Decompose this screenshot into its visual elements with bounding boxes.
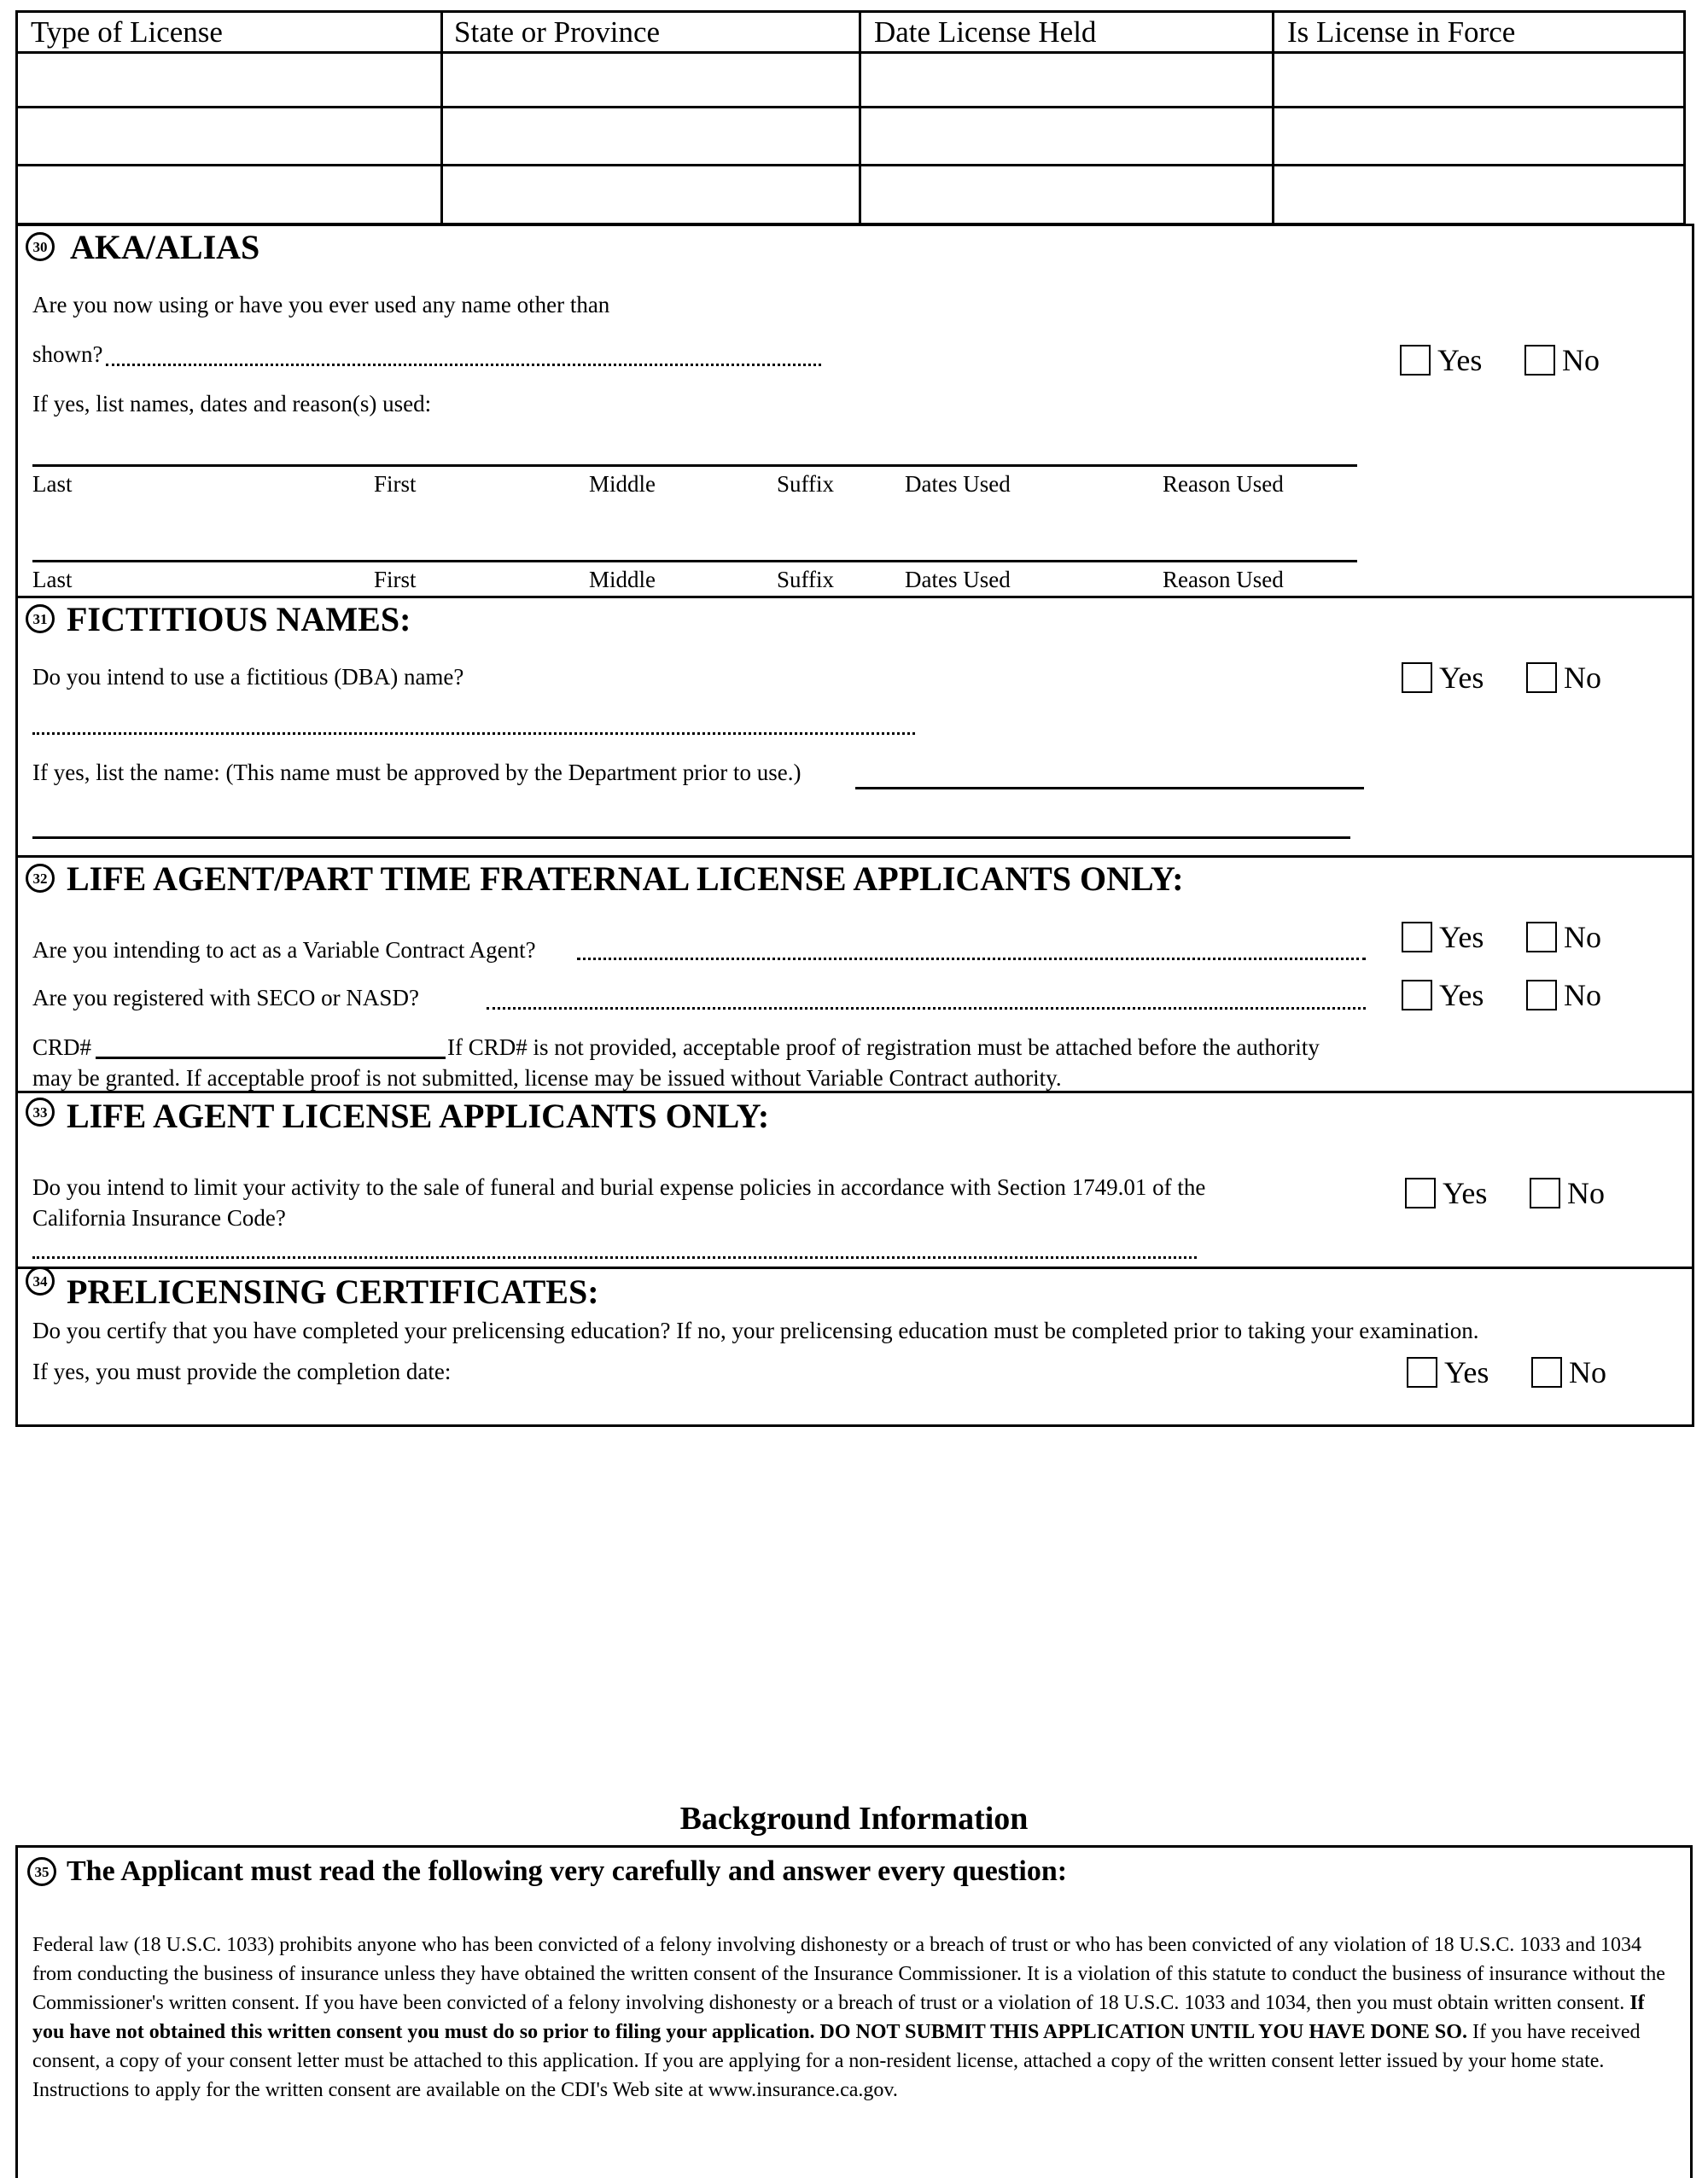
prelicensing-question: Do you certify that you have completed your prelicensing education? If no, your prelicensing education must be completed prior to taking your examination. (32, 1318, 1479, 1343)
seco-nasd-no-label: No (1564, 978, 1601, 1012)
section-number-32: 32 (26, 864, 55, 893)
fictitious-question: Do you intend to use a fictitious (DBA) name? (32, 664, 464, 690)
aka-no-checkbox[interactable] (1524, 345, 1555, 376)
section-number-34: 34 (26, 1267, 55, 1296)
life-fraternal-section-title: LIFE AGENT/PART TIME FRATERNAL LICENSE APPLICANTS ONLY: (67, 859, 1184, 898)
section-number-33: 33 (26, 1098, 55, 1127)
alias-col-reason-used: Reason Used (1163, 471, 1284, 497)
crd-number-field[interactable] (96, 1057, 446, 1059)
fictitious-yes-label: Yes (1439, 661, 1484, 695)
aka-no-label: No (1562, 343, 1600, 377)
prelicensing-yes-checkbox[interactable] (1407, 1357, 1437, 1388)
prelicensing-no-checkbox[interactable] (1531, 1357, 1562, 1388)
completion-date-instruction: If yes, you must provide the completion date: (32, 1359, 452, 1384)
section-number-30: 30 (26, 232, 55, 261)
aka-question-line2: shown? (32, 341, 103, 367)
variable-contract-yes-label: Yes (1439, 920, 1484, 954)
fictitious-no-label: No (1564, 661, 1601, 695)
column-header-date-license-held: Date License Held (874, 15, 1097, 49)
alias-col-middle: Middle (589, 567, 656, 592)
column-header-state-or-province: State or Province (454, 15, 661, 49)
seco-nasd-yes-checkbox[interactable] (1402, 980, 1432, 1010)
alias-entry-line-2[interactable] (32, 560, 1357, 562)
column-header-type-of-license: Type of License (31, 15, 223, 49)
alias-col-suffix: Suffix (777, 471, 835, 497)
alias-col-middle: Middle (589, 471, 656, 497)
section-number-31: 31 (26, 604, 55, 633)
funeral-burial-question-line1: Do you intend to limit your activity to the sale of funeral and burial expense policies in accordance with Section 1749.01 of the (32, 1174, 1206, 1200)
funeral-burial-yes-label: Yes (1443, 1176, 1488, 1210)
aka-yes-checkbox[interactable] (1400, 345, 1431, 376)
variable-contract-no-checkbox[interactable] (1526, 922, 1557, 952)
funeral-burial-yes-checkbox[interactable] (1405, 1178, 1436, 1208)
background-section-title: The Applicant must read the following very carefully and answer every question: (67, 1855, 1068, 1887)
alias-col-last: Last (32, 567, 73, 592)
alias-col-reason-used: Reason Used (1163, 567, 1284, 592)
crd-label: CRD# (32, 1034, 92, 1060)
column-header-license-in-force: Is License in Force (1287, 15, 1516, 49)
alias-col-first: First (374, 471, 417, 497)
aka-yes-label: Yes (1437, 343, 1483, 377)
prelicensing-yes-label: Yes (1444, 1355, 1489, 1389)
crd-note: If CRD# is not provided, acceptable proof of registration must be attached before the authority (447, 1034, 1320, 1060)
seco-nasd-no-checkbox[interactable] (1526, 980, 1557, 1010)
prelicensing-no-label: No (1569, 1355, 1606, 1389)
background-paragraph: Federal law (18 U.S.C. 1033) prohibits anyone who has been convicted of a felony involving dishonesty or a breach of trust or who has been convicted of any violation of 18 U.S.C. 1033 and 1034 from conducting the business of insurance unless they have obtained the written consent of the Insurance Commissioner. It is a violation of this statute to conduct the business of insurance without the Commissioner's written consent. If you have been convicted of a felony involving dishonesty or a breach of trust or a violation of 18 U.S.C. 1033 and 1034, then you must obtain written consent. If you have not obtained this written consent you must do so prior to filing your application. DO NOT SUBMIT THIS APPLICATION UNTIL YOU HAVE DONE SO. If you have received consent, a copy of your consent letter must be attached to this application. If you are applying for a non-resident license, attached a copy of the written consent letter issued by your home state. Instructions to apply for the written consent are available on the CDI's Web site at www.insurance.ca.gov. (32, 1934, 1665, 2101)
funeral-burial-no-label: No (1567, 1176, 1605, 1210)
license-row-3[interactable] (19, 167, 1683, 222)
aka-section-title: AKA/ALIAS (70, 228, 260, 266)
license-row-1[interactable] (19, 55, 1683, 104)
alias-col-dates-used: Dates Used (905, 471, 1011, 497)
alias-col-dates-used: Dates Used (905, 567, 1011, 592)
alias-col-suffix: Suffix (777, 567, 835, 592)
background-heading: Background Information (679, 1801, 1029, 1837)
seco-nasd-question: Are you registered with SECO or NASD? (32, 985, 419, 1010)
fictitious-instruction: If yes, list the name: (This name must be approved by the Department prior to use.) (32, 760, 802, 785)
aka-question-line1: Are you now using or have you ever used any name other than (32, 292, 610, 317)
aka-instruction: If yes, list names, dates and reason(s) used: (32, 391, 432, 416)
license-row-2[interactable] (19, 109, 1683, 162)
variable-contract-yes-checkbox[interactable] (1402, 922, 1432, 952)
dba-name-line-2[interactable] (32, 836, 1350, 839)
seco-nasd-yes-label: Yes (1439, 978, 1484, 1012)
dba-name-line-1[interactable] (855, 787, 1364, 789)
fictitious-section-title: FICTITIOUS NAMES: (67, 600, 411, 638)
alias-entry-line-1[interactable] (32, 464, 1357, 467)
section-number-35: 35 (27, 1857, 56, 1886)
funeral-burial-question-line2: California Insurance Code? (32, 1205, 286, 1231)
crd-note-line2: may be granted. If acceptable proof is not submitted, license may be issued without Variable Contract authority. (32, 1065, 1062, 1091)
life-agent-section-title: LIFE AGENT LICENSE APPLICANTS ONLY: (67, 1097, 770, 1135)
alias-col-last: Last (32, 471, 73, 497)
fictitious-no-checkbox[interactable] (1526, 662, 1557, 693)
fictitious-yes-checkbox[interactable] (1402, 662, 1432, 693)
prelicensing-section-title: PRELICENSING CERTIFICATES: (67, 1272, 599, 1311)
variable-contract-no-label: No (1564, 920, 1601, 954)
variable-contract-question: Are you intending to act as a Variable Contract Agent? (32, 937, 536, 963)
alias-col-first: First (374, 567, 417, 592)
funeral-burial-no-checkbox[interactable] (1530, 1178, 1560, 1208)
